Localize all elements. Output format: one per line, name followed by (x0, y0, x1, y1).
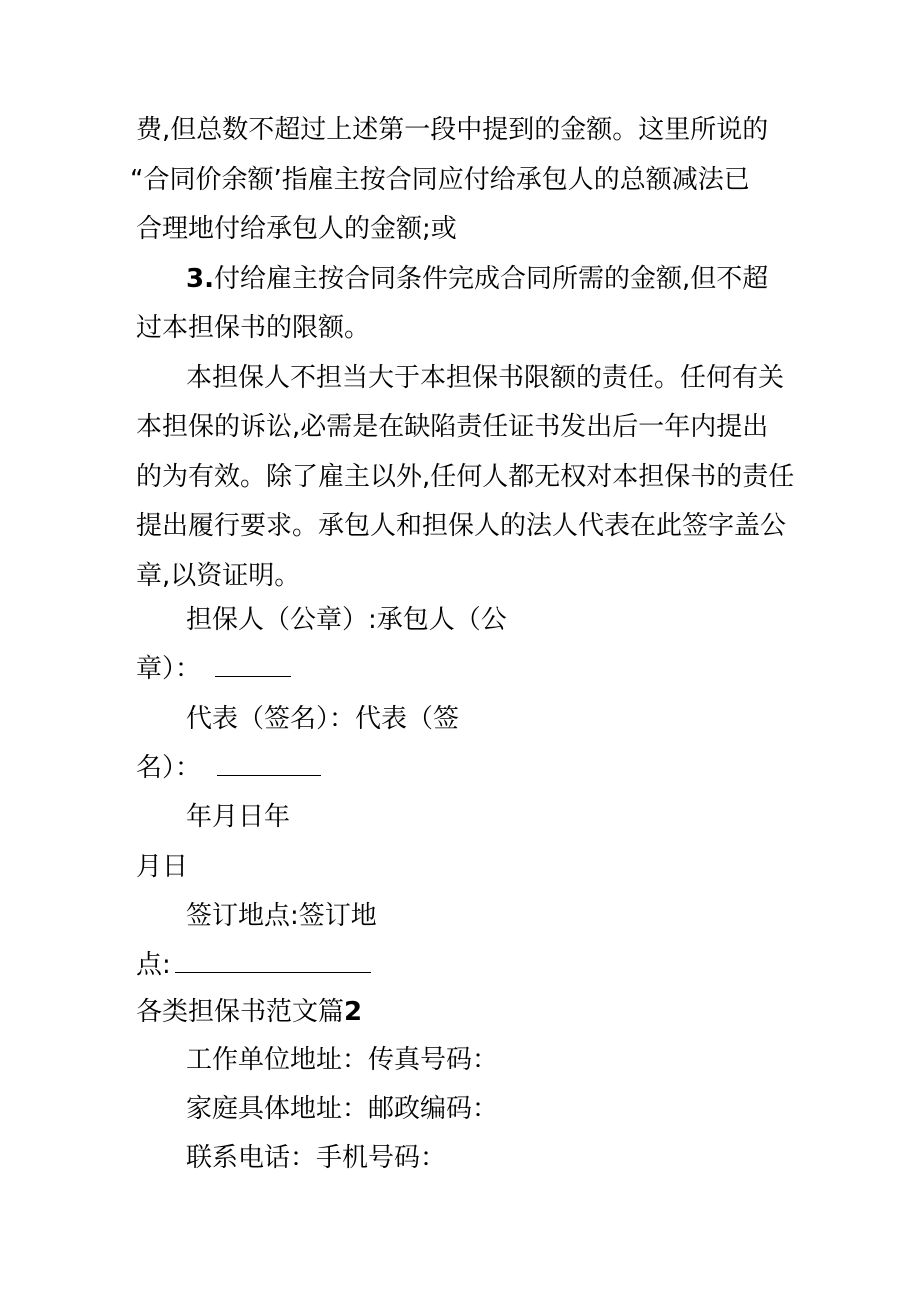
signature-blank[interactable] (217, 753, 321, 776)
text-line: 章,以资证明。 (136, 561, 301, 591)
text-line: 本担保的诉讼,必需是在缺陷责任证书发出后一年内提出 (136, 412, 769, 442)
section-2-title (136, 995, 362, 1029)
place-label: 点: (136, 950, 171, 980)
representative-label: 代表（签名）：代表（签 (186, 704, 460, 734)
text-line: 本担保人不担当大于本担保书限额的责任。任何有关 (186, 363, 785, 393)
phone-mobile-label: 联系电话：手机号码： (186, 1143, 447, 1173)
text-line: 提出履行要求。承包人和担保人的法人代表在此签字盖公 (136, 511, 787, 541)
date-label-continued: 月日 (136, 852, 189, 882)
text-line: 合理地付给承包人的金额;或 (136, 214, 457, 244)
work-address-fax-label: 工作单位地址：传真号码： (186, 1045, 499, 1075)
seal-line (136, 652, 291, 686)
guarantor-seal-label: 担保人（公章）:承包人（公 (186, 605, 507, 635)
clause-3-line (186, 262, 768, 296)
section-title-number: 2 (344, 997, 363, 1027)
signature-label: 名）： (136, 753, 202, 783)
text-line: 过本担保书的限额。 (136, 313, 371, 343)
date-label: 年月日年 (186, 802, 291, 832)
section-title-text: 各类担保书范文篇 (136, 997, 345, 1027)
text-line: 费,但总数不超过上述第一段中提到的金额。这里所说的 (136, 115, 769, 145)
seal-label: 章）： (136, 654, 202, 684)
signing-place-line (136, 948, 371, 982)
home-address-postcode-label: 家庭具体地址：邮政编码： (186, 1094, 499, 1124)
place-blank[interactable] (175, 950, 371, 973)
text-line: “合同价余额’指雇主按合同应付给承包人的总额减法已 (130, 165, 750, 195)
seal-blank[interactable] (215, 654, 291, 677)
signing-place-label: 签订地点:签订地 (186, 901, 377, 931)
clause-number: 3. (186, 264, 214, 294)
clause-text: 付给雇主按合同条件完成合同所需的金额,但不超 (213, 264, 769, 294)
text-line: 的为有效。除了雇主以外,任何人都无权对本担保书的责任 (136, 462, 795, 492)
signature-line (136, 751, 321, 785)
